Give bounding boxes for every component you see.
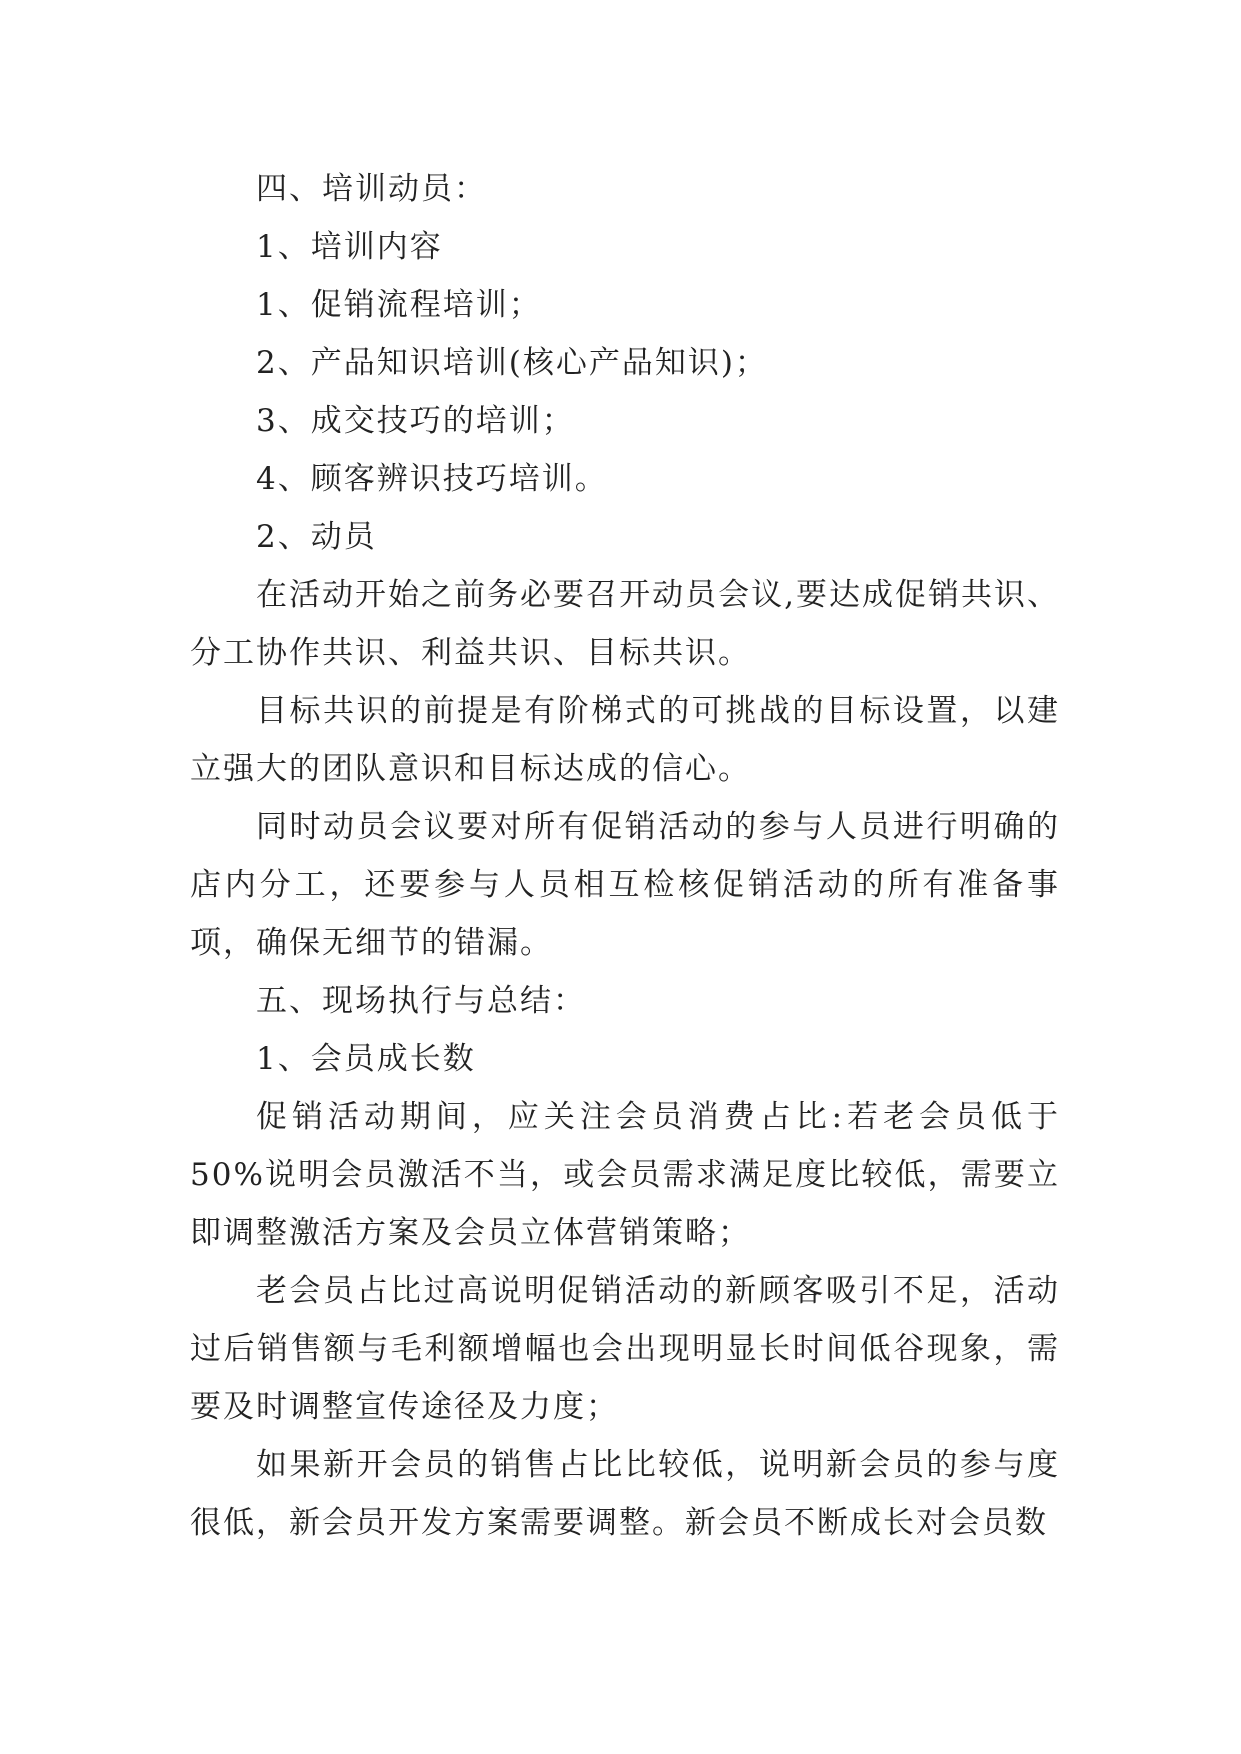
paragraph-consensus: 在活动开始之前务必要召开动员会议,要达成促销共识、分工协作共识、利益共识、目标共识。 — [190, 577, 1060, 671]
list-item-customer-training: 4、顾客辨识技巧培训。 — [256, 461, 608, 497]
subheading-mobilization: 2、动员 — [256, 519, 377, 555]
list-item-closing-training: 3、成交技巧的培训； — [256, 403, 575, 439]
list-item-product-training: 2、产品知识培训(核心产品知识)； — [256, 345, 768, 381]
document-body — [190, 160, 1060, 1552]
paragraph-division-of-labor: 同时动员会议要对所有促销活动的参与人员进行明确的店内分工，还要参与人员相互检核促销活动的所有准备事项，确保无细节的错漏。 — [190, 809, 1060, 961]
subheading-training-content: 1、培训内容 — [256, 229, 443, 265]
paragraph-new-member-ratio: 如果新开会员的销售占比比较低，说明新会员的参与度很低，新会员开发方案需要调整。新会员不断成长对会员数 — [190, 1447, 1060, 1541]
paragraph-old-member-ratio: 老会员占比过高说明促销活动的新顾客吸引不足，活动过后销售额与毛利额增幅也会出现明显长时间低谷现象，需要及时调整宣传途径及力度； — [190, 1273, 1060, 1425]
paragraph-goal-consensus: 目标共识的前提是有阶梯式的可挑战的目标设置，以建立强大的团队意识和目标达成的信心。 — [190, 693, 1060, 787]
section-heading-execution: 五、现场执行与总结： — [256, 983, 586, 1019]
section-heading-training: 四、培训动员： — [256, 171, 487, 207]
subheading-member-growth: 1、会员成长数 — [256, 1041, 476, 1077]
paragraph-member-ratio: 促销活动期间，应关注会员消费占比:若老会员低于50%说明会员激活不当，或会员需求满足度比较低，需要立即调整激活方案及会员立体营销策略； — [190, 1099, 1060, 1251]
list-item-process-training: 1、促销流程培训； — [256, 287, 542, 323]
